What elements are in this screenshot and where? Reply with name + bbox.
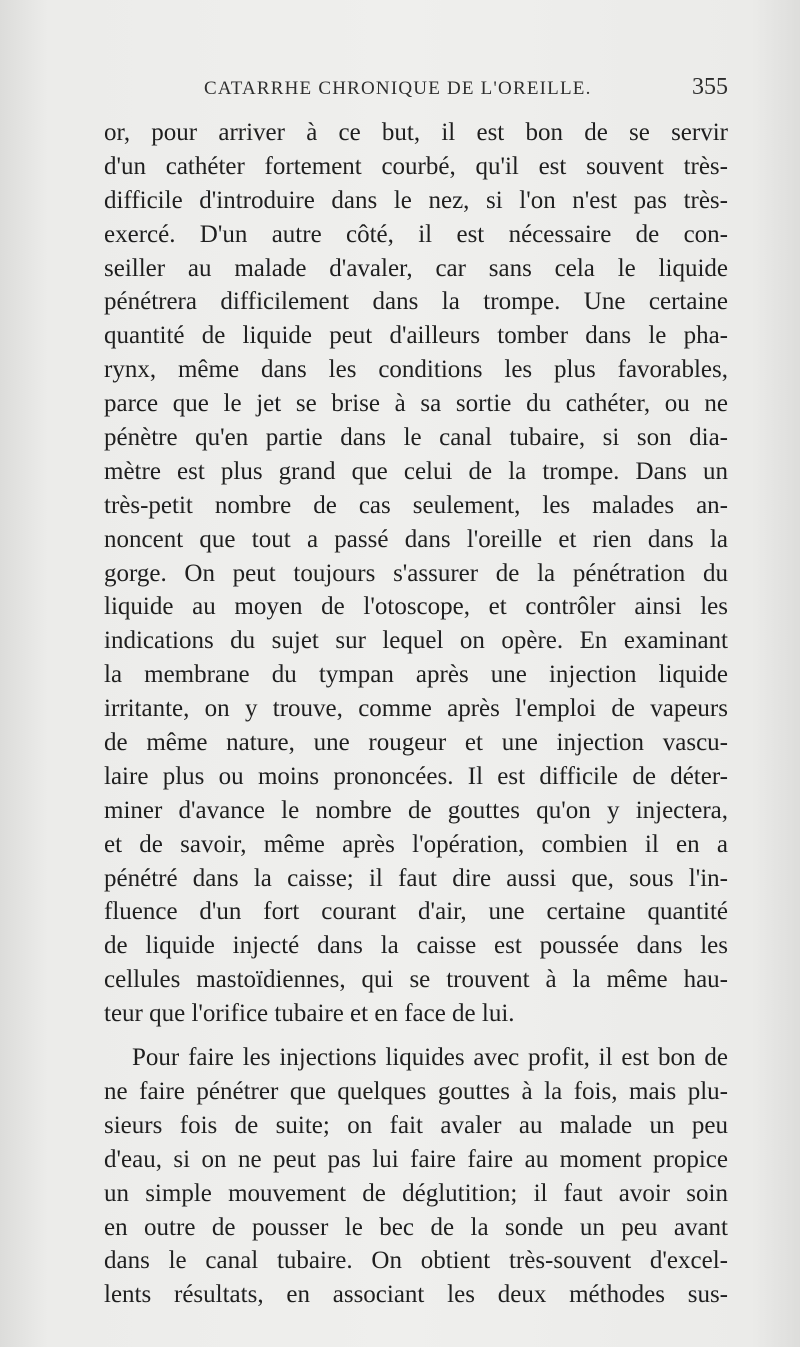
- text-line: or, pour arriver à ce but, il est bon de se servir: [104, 119, 728, 146]
- text-line: quantité de liquide peut d'ailleurs tomber dans le pha-: [104, 322, 728, 350]
- text-line: d'un cathéter fortement courbé, qu'il est souvent très-: [104, 152, 728, 180]
- paragraph-gap: [104, 1031, 728, 1041]
- text-line: mètre est plus grand que celui de la trompe. Dans un: [104, 457, 728, 485]
- text-line: teur que l'orifice tubaire et en face de lui.: [104, 1000, 515, 1028]
- body-text: [104, 116, 728, 1312]
- text-line: miner d'avance le nombre de gouttes qu'on y injectera,: [104, 796, 728, 824]
- text-line: indications du sujet sur lequel on opère. En examinant: [104, 627, 728, 655]
- text-line: parce que le jet se brise à sa sortie du cathéter, ou ne: [104, 390, 728, 418]
- text-line: dans le canal tubaire. On obtient très-souvent d'excel-: [104, 1247, 728, 1275]
- text-line: très-petit nombre de cas seulement, les malades an-: [104, 491, 728, 519]
- text-line: d'eau, si on ne peut pas lui faire faire au moment propice: [104, 1145, 728, 1173]
- text-line: lents résultats, en associant les deux méthodes sus-: [104, 1281, 728, 1309]
- text-line: laire plus ou moins prononcées. Il est difficile de déter-: [104, 762, 728, 790]
- text-line: irritante, on y trouve, comme après l'emploi de vapeurs: [104, 695, 728, 723]
- text-line: sieurs fois de suite; on fait avaler au malade un peu: [104, 1111, 728, 1139]
- text-line: pénétré dans la caisse; il faut dire aussi que, sous l'in-: [104, 864, 728, 892]
- text-line: pénétrera difficilement dans la trompe. Une certaine: [104, 288, 728, 316]
- page-number: 355: [692, 74, 728, 100]
- text-line: gorge. On peut toujours s'assurer de la pénétration du: [104, 559, 728, 587]
- text-line: rynx, même dans les conditions les plus favorables,: [104, 356, 728, 384]
- text-line: de même nature, une rougeur et une injection vascu-: [104, 729, 728, 757]
- text-line: ne faire pénétrer que quelques gouttes à la fois, mais plu-: [104, 1077, 728, 1105]
- text-line: et de savoir, même après l'opération, combien il en a: [104, 830, 728, 858]
- text-line: liquide au moyen de l'otoscope, et contrôler ainsi les: [104, 593, 728, 621]
- text-line: pénètre qu'en partie dans le canal tubaire, si son dia-: [104, 424, 728, 452]
- paragraph: [104, 1041, 728, 1312]
- text-line: fluence d'un fort courant d'air, une certaine quantité: [104, 898, 728, 926]
- text-line: Pour faire les injections liquides avec profit, il est bon de: [132, 1044, 728, 1072]
- page-header: [104, 72, 728, 106]
- text-line: de liquide injecté dans la caisse est poussée dans les: [104, 932, 728, 960]
- text-line: en outre de pousser le bec de la sonde un peu avant: [104, 1213, 728, 1241]
- text-line: un simple mouvement de déglutition; il faut avoir soin: [104, 1179, 728, 1207]
- text-line: seiller au malade d'avaler, car sans cela le liquide: [104, 254, 728, 282]
- running-title: CATARRHE CHRONIQUE DE L'OREILLE.: [204, 78, 592, 99]
- text-line: cellules mastoïdiennes, qui se trouvent à la même hau-: [104, 966, 728, 994]
- text-line: noncent que tout a passé dans l'oreille et rien dans la: [104, 525, 728, 553]
- text-line: la membrane du tympan après une injection liquide: [104, 661, 728, 689]
- text-line: exercé. D'un autre côté, il est nécessaire de con-: [104, 220, 728, 248]
- text-line: difficile d'introduire dans le nez, si l'on n'est pas très-: [104, 186, 728, 214]
- paragraph: [104, 116, 728, 1031]
